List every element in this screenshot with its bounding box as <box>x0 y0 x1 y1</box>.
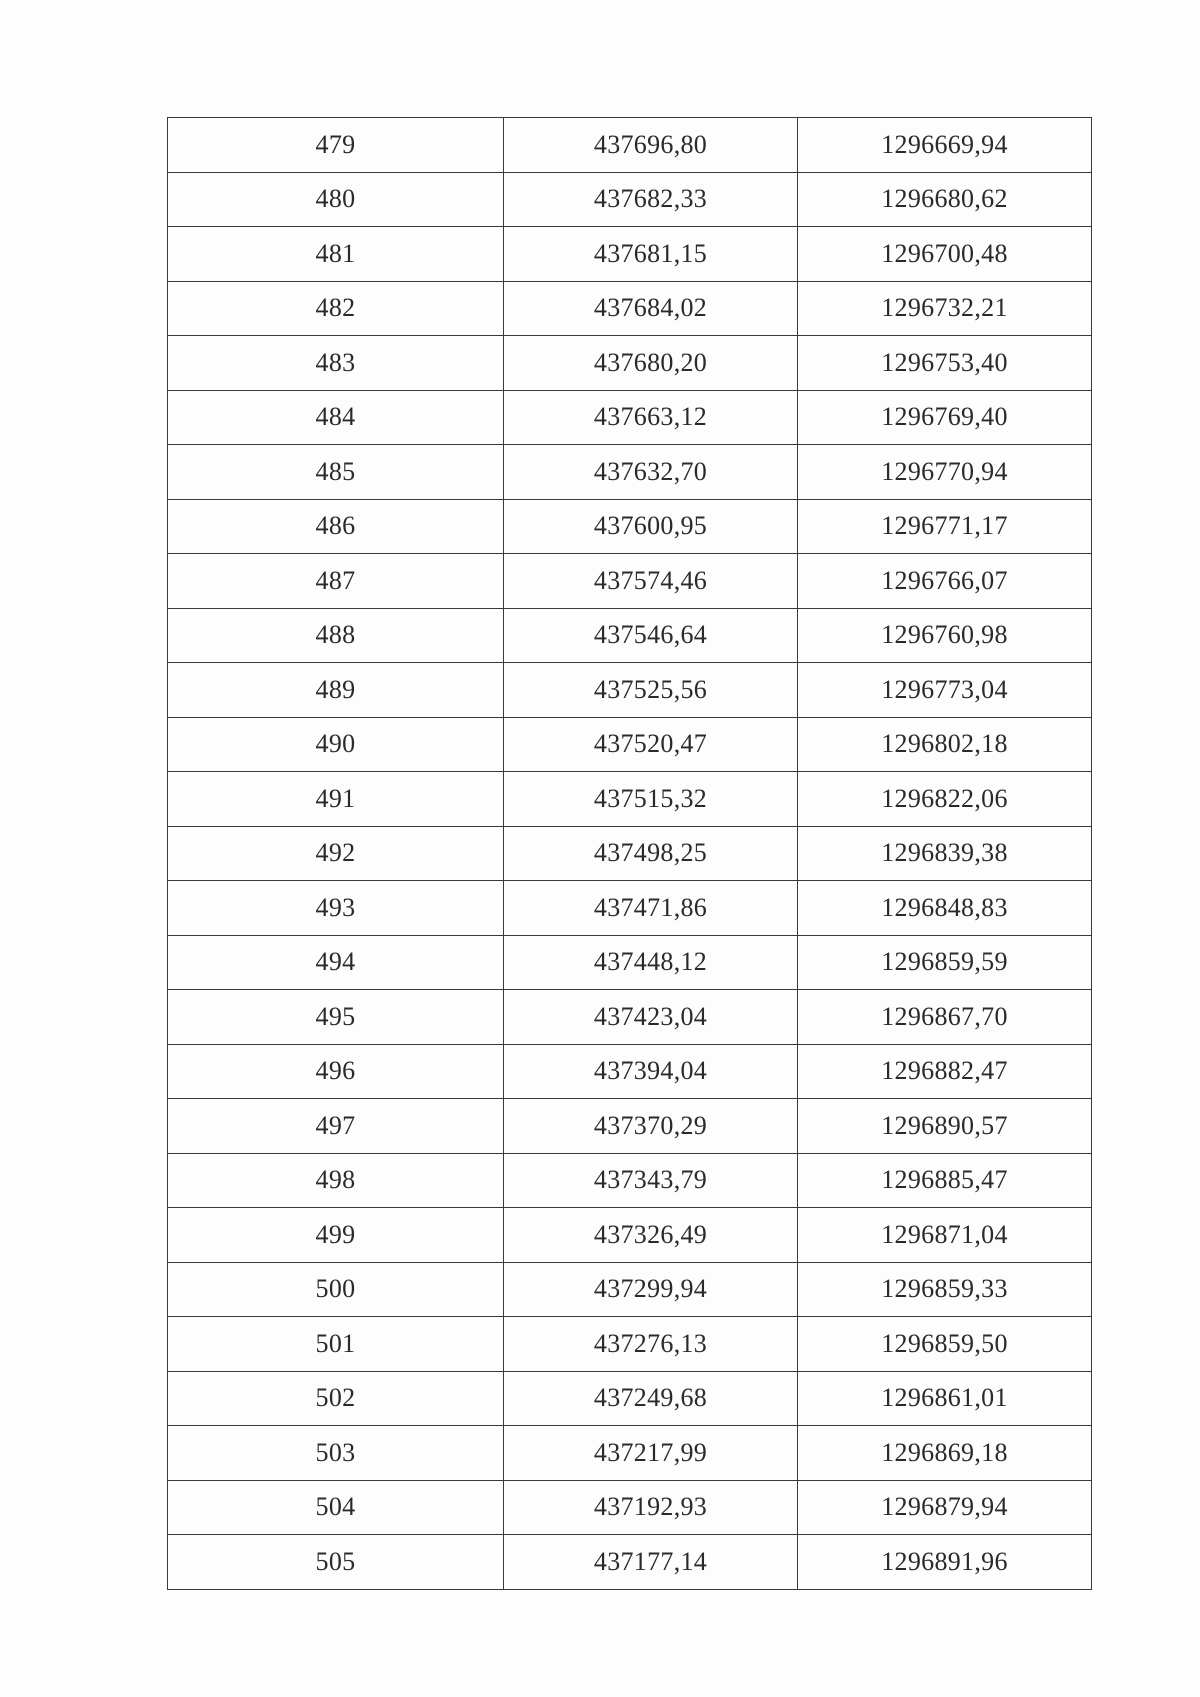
point-number-cell: 489 <box>168 663 504 718</box>
x-coordinate-cell: 437249,68 <box>504 1371 798 1426</box>
y-coordinate-cell: 1296766,07 <box>798 554 1092 609</box>
y-coordinate-cell: 1296869,18 <box>798 1426 1092 1481</box>
y-coordinate-cell: 1296885,47 <box>798 1153 1092 1208</box>
x-coordinate-cell: 437680,20 <box>504 336 798 391</box>
table-row <box>168 772 1092 827</box>
x-coordinate-cell: 437217,99 <box>504 1426 798 1481</box>
y-coordinate-cell: 1296859,50 <box>798 1317 1092 1372</box>
y-coordinate-cell: 1296859,33 <box>798 1262 1092 1317</box>
x-coordinate-cell: 437632,70 <box>504 445 798 500</box>
y-coordinate-cell: 1296680,62 <box>798 172 1092 227</box>
x-coordinate-cell: 437326,49 <box>504 1208 798 1263</box>
x-coordinate-cell: 437684,02 <box>504 281 798 336</box>
point-number-cell: 495 <box>168 990 504 1045</box>
y-coordinate-cell: 1296861,01 <box>798 1371 1092 1426</box>
y-coordinate-cell: 1296802,18 <box>798 717 1092 772</box>
y-coordinate-cell: 1296891,96 <box>798 1535 1092 1590</box>
y-coordinate-cell: 1296770,94 <box>798 445 1092 500</box>
point-number-cell: 493 <box>168 881 504 936</box>
point-number-cell: 483 <box>168 336 504 391</box>
point-number-cell: 481 <box>168 227 504 282</box>
table-row <box>168 663 1092 718</box>
x-coordinate-cell: 437546,64 <box>504 608 798 663</box>
y-coordinate-cell: 1296848,83 <box>798 881 1092 936</box>
table-row <box>168 172 1092 227</box>
x-coordinate-cell: 437423,04 <box>504 990 798 1045</box>
x-coordinate-cell: 437682,33 <box>504 172 798 227</box>
x-coordinate-cell: 437600,95 <box>504 499 798 554</box>
y-coordinate-cell: 1296771,17 <box>798 499 1092 554</box>
y-coordinate-cell: 1296773,04 <box>798 663 1092 718</box>
point-number-cell: 499 <box>168 1208 504 1263</box>
point-number-cell: 486 <box>168 499 504 554</box>
table-row <box>168 227 1092 282</box>
point-number-cell: 498 <box>168 1153 504 1208</box>
point-number-cell: 500 <box>168 1262 504 1317</box>
y-coordinate-cell: 1296760,98 <box>798 608 1092 663</box>
table-row <box>168 390 1092 445</box>
table-row <box>168 336 1092 391</box>
y-coordinate-cell: 1296879,94 <box>798 1480 1092 1535</box>
coordinates-table-body <box>168 118 1092 1590</box>
point-number-cell: 480 <box>168 172 504 227</box>
y-coordinate-cell: 1296700,48 <box>798 227 1092 282</box>
table-row <box>168 881 1092 936</box>
table-row <box>168 1480 1092 1535</box>
table-row <box>168 1371 1092 1426</box>
point-number-cell: 502 <box>168 1371 504 1426</box>
table-row <box>168 281 1092 336</box>
x-coordinate-cell: 437299,94 <box>504 1262 798 1317</box>
point-number-cell: 484 <box>168 390 504 445</box>
table-row <box>168 1535 1092 1590</box>
table-row <box>168 1044 1092 1099</box>
point-number-cell: 501 <box>168 1317 504 1372</box>
table-row <box>168 935 1092 990</box>
x-coordinate-cell: 437663,12 <box>504 390 798 445</box>
x-coordinate-cell: 437394,04 <box>504 1044 798 1099</box>
table-row <box>168 554 1092 609</box>
y-coordinate-cell: 1296839,38 <box>798 826 1092 881</box>
x-coordinate-cell: 437448,12 <box>504 935 798 990</box>
point-number-cell: 494 <box>168 935 504 990</box>
x-coordinate-cell: 437471,86 <box>504 881 798 936</box>
y-coordinate-cell: 1296669,94 <box>798 118 1092 173</box>
table-row <box>168 1208 1092 1263</box>
point-number-cell: 490 <box>168 717 504 772</box>
table-row <box>168 1262 1092 1317</box>
table-row <box>168 826 1092 881</box>
x-coordinate-cell: 437696,80 <box>504 118 798 173</box>
point-number-cell: 504 <box>168 1480 504 1535</box>
x-coordinate-cell: 437520,47 <box>504 717 798 772</box>
x-coordinate-cell: 437192,93 <box>504 1480 798 1535</box>
y-coordinate-cell: 1296867,70 <box>798 990 1092 1045</box>
table-row <box>168 445 1092 500</box>
x-coordinate-cell: 437525,56 <box>504 663 798 718</box>
point-number-cell: 496 <box>168 1044 504 1099</box>
point-number-cell: 487 <box>168 554 504 609</box>
x-coordinate-cell: 437498,25 <box>504 826 798 881</box>
y-coordinate-cell: 1296769,40 <box>798 390 1092 445</box>
point-number-cell: 505 <box>168 1535 504 1590</box>
y-coordinate-cell: 1296859,59 <box>798 935 1092 990</box>
point-number-cell: 497 <box>168 1099 504 1154</box>
table-row <box>168 499 1092 554</box>
table-row <box>168 717 1092 772</box>
x-coordinate-cell: 437370,29 <box>504 1099 798 1154</box>
x-coordinate-cell: 437177,14 <box>504 1535 798 1590</box>
table-row <box>168 990 1092 1045</box>
x-coordinate-cell: 437515,32 <box>504 772 798 827</box>
y-coordinate-cell: 1296822,06 <box>798 772 1092 827</box>
y-coordinate-cell: 1296753,40 <box>798 336 1092 391</box>
point-number-cell: 488 <box>168 608 504 663</box>
point-number-cell: 485 <box>168 445 504 500</box>
x-coordinate-cell: 437276,13 <box>504 1317 798 1372</box>
coordinates-table <box>167 117 1092 1590</box>
table-row <box>168 1153 1092 1208</box>
x-coordinate-cell: 437343,79 <box>504 1153 798 1208</box>
x-coordinate-cell: 437681,15 <box>504 227 798 282</box>
point-number-cell: 491 <box>168 772 504 827</box>
table-row <box>168 1317 1092 1372</box>
y-coordinate-cell: 1296890,57 <box>798 1099 1092 1154</box>
table-row <box>168 608 1092 663</box>
table-row <box>168 1426 1092 1481</box>
x-coordinate-cell: 437574,46 <box>504 554 798 609</box>
point-number-cell: 479 <box>168 118 504 173</box>
table-row <box>168 1099 1092 1154</box>
point-number-cell: 482 <box>168 281 504 336</box>
y-coordinate-cell: 1296882,47 <box>798 1044 1092 1099</box>
y-coordinate-cell: 1296732,21 <box>798 281 1092 336</box>
point-number-cell: 492 <box>168 826 504 881</box>
table-row <box>168 118 1092 173</box>
y-coordinate-cell: 1296871,04 <box>798 1208 1092 1263</box>
point-number-cell: 503 <box>168 1426 504 1481</box>
